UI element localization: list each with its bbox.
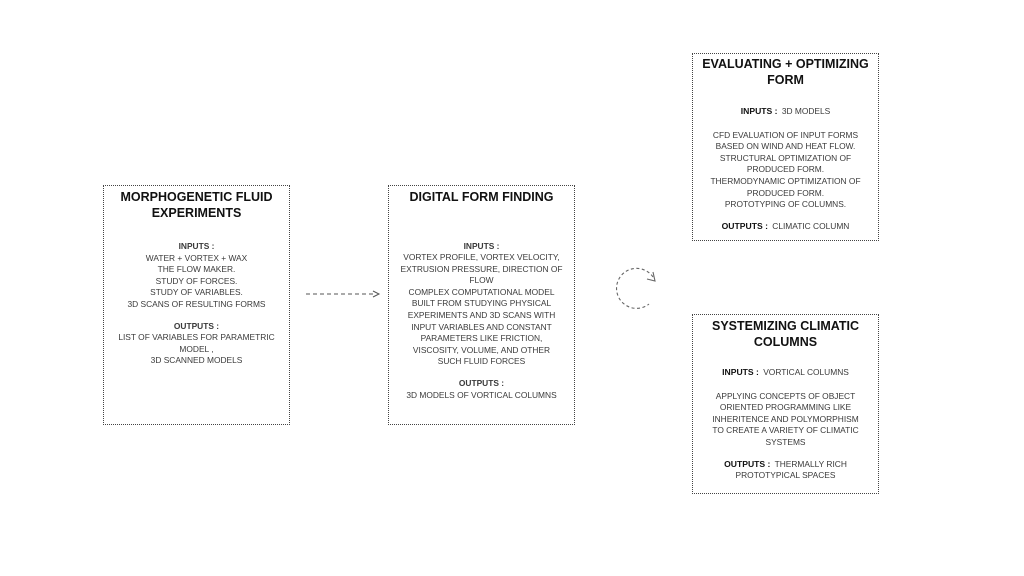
evaluating-body-line: PROTOTYPING OF COLUMNS.: [724, 199, 847, 210]
experiments-input-line: WATER + VORTEX + WAX: [145, 252, 248, 263]
experiments-outputs-label: OUTPUTS :: [173, 320, 220, 331]
systemizing-outputs-label: OUTPUTS :: [724, 458, 771, 469]
systemizing-body-line: APPLYING CONCEPTS OF OBJECT: [715, 390, 856, 401]
form-finding-input-line: BUILT FROM STUDYING PHYSICAL: [411, 298, 552, 309]
experiments-input-line: THE FLOW MAKER.: [157, 264, 236, 275]
systemizing-inputs-label: INPUTS :: [722, 367, 759, 377]
systemizing-body-line: TO CREATE A VARIETY OF CLIMATIC: [712, 425, 859, 436]
experiments-title-line-2: EXPERIMENTS: [151, 205, 242, 220]
form-finding-input-line: COMPLEX COMPUTATIONAL MODEL: [408, 286, 555, 297]
form-finding-input-line: PARAMETERS LIKE FRICTION,: [420, 333, 543, 344]
experiments-output-line: LIST OF VARIABLES FOR PARAMETRIC: [118, 332, 275, 343]
experiments-input-line: STUDY OF VARIABLES.: [150, 287, 243, 298]
evaluating-inputs-value: 3D MODELS: [781, 106, 831, 116]
systemizing-body-line: INHERITENCE AND POLYMORPHISM: [712, 413, 859, 424]
form-finding-title: DIGITAL FORM FINDING: [409, 190, 554, 204]
form-finding-output-line: 3D MODELS OF VORTICAL COLUMNS: [406, 389, 557, 400]
experiments-inputs-label: INPUTS :: [178, 241, 215, 251]
systemizing-body-line: ORIENTED PROGRAMMING LIKE: [719, 402, 852, 413]
form-finding-inputs-label: INPUTS :: [463, 240, 500, 251]
evaluating-body-line: THERMODYNAMIC OPTIMIZATION OF: [710, 175, 861, 186]
form-finding-input-line: VORTEX PROFILE, VORTEX VELOCITY,: [403, 252, 560, 263]
form-finding-input-line: EXPERIMENTS AND 3D SCANS WITH: [407, 310, 556, 321]
dashed-arrow: [306, 291, 379, 297]
form-finding-input-line: VISCOSITY, VOLUME, AND OTHER: [412, 344, 551, 355]
experiments-input-line: STUDY OF FORCES.: [155, 275, 238, 286]
evaluating-title-line-2: FORM: [767, 72, 804, 87]
cycle-arrow-head-icon: [647, 272, 655, 281]
experiments-input-line: 3D SCANS OF RESULTING FORMS: [127, 298, 266, 309]
form-finding-input-line: EXTRUSION PRESSURE, DIRECTION OF: [400, 263, 563, 274]
systemizing-title-line-1: SYSTEMIZING CLIMATIC: [712, 319, 859, 333]
evaluating-body-line: PRODUCED FORM.: [746, 187, 825, 198]
form-finding-input-line: FLOW: [469, 275, 494, 286]
cycle-icon: [617, 268, 655, 308]
evaluating-body-line: STRUCTURAL OPTIMIZATION OF: [719, 152, 852, 163]
form-finding-input-line: SUCH FLUID FORCES: [437, 356, 526, 367]
form-finding-outputs-label: OUTPUTS :: [458, 378, 505, 389]
evaluating-outputs-value: CLIMATIC COLUMN: [772, 220, 850, 231]
systemizing-inputs-value: VORTICAL COLUMNS: [763, 367, 849, 377]
evaluating-body-line: PRODUCED FORM.: [746, 164, 825, 175]
systemizing-title-line-2: COLUMNS: [753, 334, 818, 349]
experiments-title-line-1: MORPHOGENETIC FLUID: [120, 190, 273, 204]
systemizing-outputs-value: THERMALLY RICH: [774, 458, 847, 469]
evaluating-body-line: CFD EVALUATION OF INPUT FORMS: [712, 129, 859, 140]
systemizing-body-line: SYSTEMS: [765, 436, 806, 447]
experiments-output-line: 3D SCANNED MODELS: [150, 355, 243, 366]
experiments-output-line: MODEL ,: [179, 343, 214, 354]
evaluating-title-line-1: EVALUATING + OPTIMIZING: [702, 57, 869, 71]
evaluating-outputs-label: OUTPUTS :: [721, 220, 768, 231]
evaluating-body-line: BASED ON WIND AND HEAT FLOW.: [715, 141, 856, 152]
form-finding-input-line: INPUT VARIABLES AND CONSTANT: [411, 321, 552, 332]
systemizing-output-line: PROTOTYPICAL SPACES: [735, 470, 836, 481]
evaluating-inputs-label: INPUTS :: [740, 106, 778, 116]
